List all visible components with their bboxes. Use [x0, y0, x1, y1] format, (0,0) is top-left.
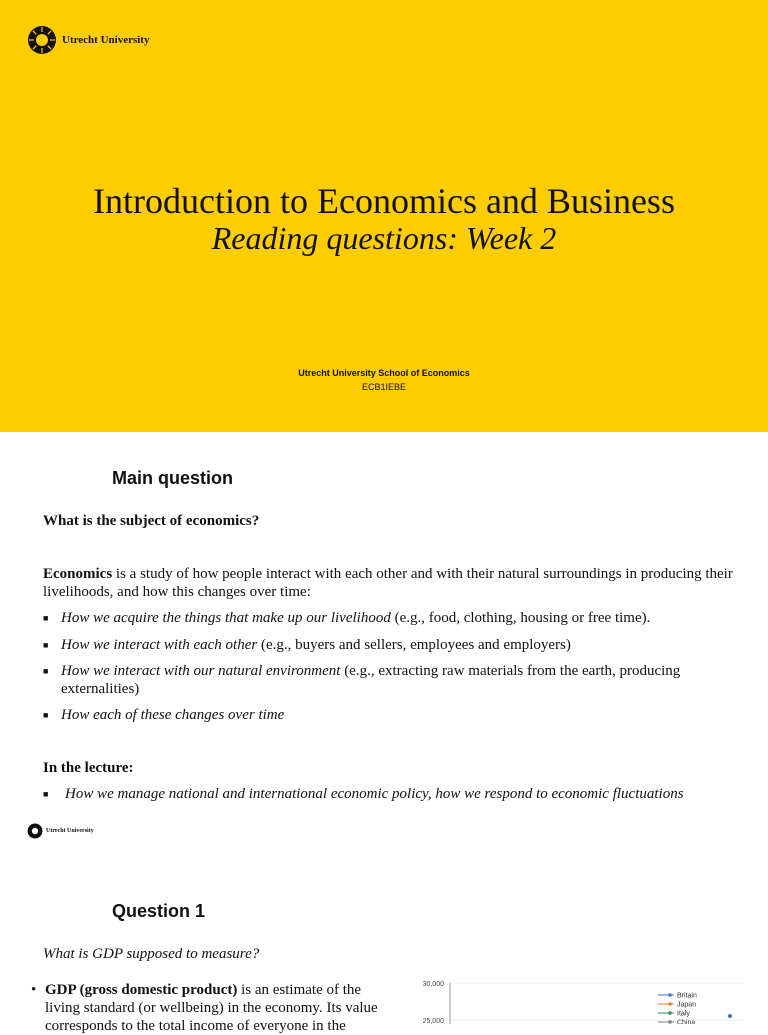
list-item: [43, 636, 733, 654]
legend-label: Britain: [677, 992, 697, 1000]
course-code: ECB1IEBE: [361, 382, 407, 392]
main-question-text: What is the subject of economics?: [43, 513, 260, 529]
gdp-chart: [400, 975, 750, 1024]
list-item: [43, 785, 733, 803]
square-bullet-icon: ■: [43, 640, 49, 650]
title-slide: [0, 0, 768, 432]
legend-label: Japan: [677, 1001, 697, 1009]
lecture-heading: In the lecture:: [43, 760, 134, 776]
legend-label: Italy: [677, 1010, 690, 1018]
legend-marker: [668, 993, 672, 997]
dot-bullet-icon: •: [31, 982, 37, 998]
bullet-rest: (e.g., extracting raw materials from the earth, producing externalities): [61, 663, 681, 697]
page-subtitle: Reading questions: Week 2: [211, 220, 557, 256]
square-bullet-icon: ■: [43, 666, 49, 676]
gdp-bullet: [31, 981, 385, 1035]
definition-text: is a study of how people interact with each other and with their natural surroundings in producing their livelihoods, and how this changes over time:: [43, 566, 733, 600]
data-point: [728, 1014, 732, 1018]
bullet-italic: How we acquire the things that make up our livelihood: [61, 610, 391, 626]
lecture-bullet-text: How we manage national and international economic policy, how we respond to economic fluctuations: [65, 786, 684, 802]
bullet-rest: (e.g., food, clothing, housing or free time).: [390, 610, 651, 626]
sun-emblem-icon: [27, 25, 57, 55]
gdp-text-2: living standard (or wellbeing) in the economy. Its value: [45, 1000, 378, 1016]
page-title: Introduction to Economics and Business: [93, 181, 675, 221]
legend-marker: [668, 1011, 672, 1015]
list-item: [43, 706, 733, 724]
logo-text: Utrecht University: [46, 828, 94, 834]
legend-label: China: [677, 1019, 696, 1024]
main-question-heading: Main question: [112, 468, 233, 488]
list-item: [43, 662, 733, 698]
university-logo: [27, 25, 149, 55]
university-logo-small: [27, 823, 94, 839]
bullet-italic: How each of these changes over time: [61, 707, 285, 723]
legend-marker: [668, 1002, 672, 1006]
y-tick-label: 25,000: [422, 1018, 444, 1024]
gdp-text-1: is an estimate of the: [237, 982, 362, 998]
square-bullet-icon: ■: [43, 613, 49, 623]
school-name: Utrecht University School of Economics: [298, 368, 470, 378]
list-item: [43, 609, 733, 627]
economics-definition: [43, 565, 733, 601]
bullet-rest: (e.g., buyers and sellers, employees and employers): [257, 637, 571, 653]
question-1-heading: Question 1: [112, 901, 206, 921]
square-bullet-icon: ■: [43, 789, 49, 799]
logo-text: Utrecht University: [62, 34, 150, 46]
question-1-text: What is GDP supposed to measure?: [43, 946, 260, 962]
square-bullet-icon: ■: [43, 710, 49, 720]
y-tick-label: 30,000: [422, 981, 444, 988]
legend: [658, 993, 697, 1025]
gdp-term: GDP (gross domestic product): [45, 982, 238, 998]
definition-term: Economics: [43, 566, 113, 582]
bullet-italic: How we interact with each other: [61, 637, 258, 653]
sun-emblem-icon: [27, 823, 43, 839]
bullet-italic: How we interact with our natural environment: [61, 663, 341, 679]
legend-marker: [668, 1020, 672, 1024]
gdp-text-3: corresponds to the total income of everyone in the: [45, 1018, 346, 1034]
